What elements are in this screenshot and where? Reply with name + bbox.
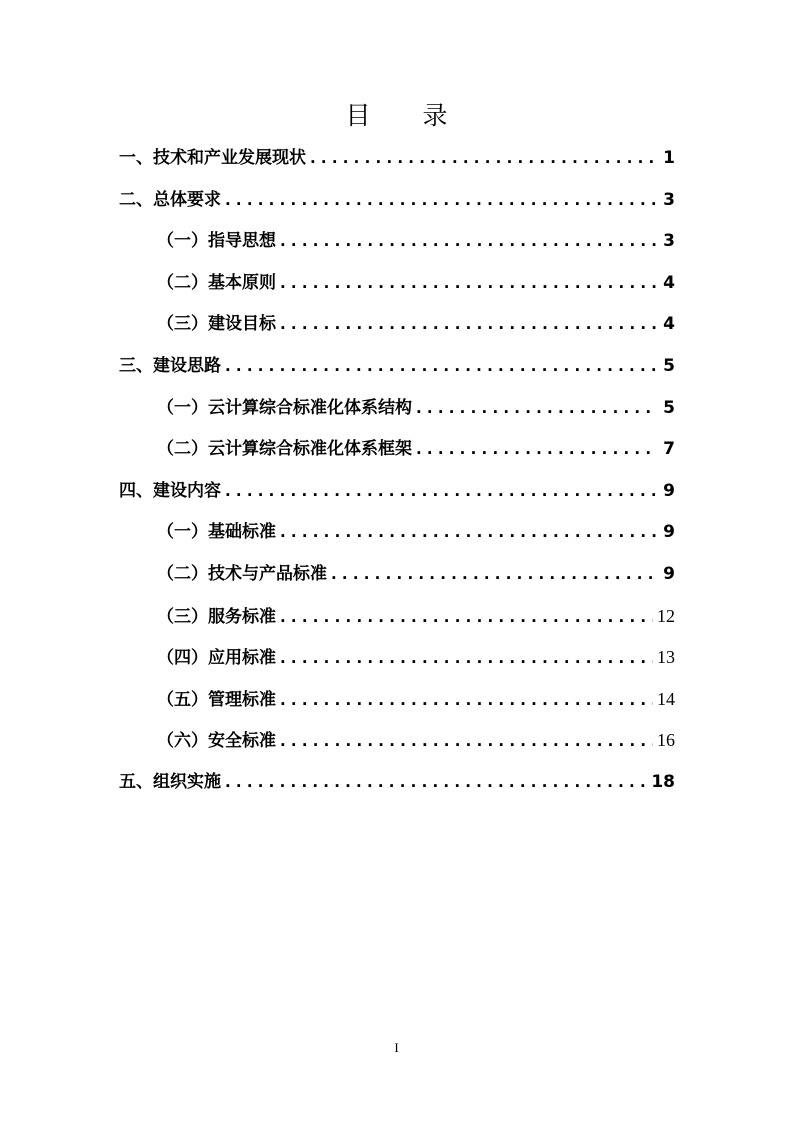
toc-title: 目 录 <box>345 101 470 130</box>
toc-dot-leader <box>280 304 657 346</box>
toc-entry[interactable] <box>119 263 675 305</box>
toc-entry-label: （四）应用标准 <box>157 648 276 669</box>
toc-entry-page-number: 5 <box>663 355 675 376</box>
toc-entry-page-number: 9 <box>663 522 675 543</box>
page-footer-number: I <box>394 1040 399 1055</box>
toc-entry[interactable] <box>119 720 675 762</box>
toc-entry-label: （二）基本原则 <box>157 272 276 293</box>
toc-entry-page-number: 3 <box>663 189 675 210</box>
toc-entry-page-number: 4 <box>663 314 675 335</box>
toc-entry-page-number: 14 <box>657 688 675 709</box>
toc-entry-page-number: 16 <box>657 730 675 751</box>
toc-dot-leader <box>280 597 653 639</box>
toc-entry-label: 一、技术和产业发展现状 <box>119 148 306 168</box>
toc-entry-page-number: 3 <box>663 231 675 252</box>
toc-entry-label: （五）管理标准 <box>157 689 276 710</box>
toc-entry[interactable] <box>119 221 675 263</box>
toc-entry-label: （二）技术与产品标准 <box>157 563 327 584</box>
table-of-contents <box>119 138 675 804</box>
toc-entry[interactable] <box>119 512 675 554</box>
toc-dot-leader <box>225 346 657 388</box>
toc-entry[interactable] <box>119 554 675 596</box>
toc-dot-leader <box>225 762 647 804</box>
toc-dot-leader <box>280 638 653 680</box>
toc-entry-label: （一）云计算综合标准化体系结构 <box>157 397 412 418</box>
toc-dot-leader <box>280 263 657 305</box>
toc-dot-leader <box>280 221 657 263</box>
toc-entry-page-number: 18 <box>651 771 675 792</box>
toc-entry-label: 四、建设内容 <box>119 480 221 501</box>
toc-entry-page-number: 7 <box>663 439 675 460</box>
toc-entry-page-number: 4 <box>663 272 675 293</box>
toc-entry[interactable] <box>119 388 675 430</box>
toc-dot-leader <box>331 554 657 596</box>
toc-entry[interactable] <box>119 429 675 471</box>
toc-entry[interactable] <box>119 637 675 679</box>
toc-entry-label: 二、总体要求 <box>119 189 221 210</box>
toc-entry-label: （一）基础标准 <box>157 522 276 543</box>
toc-entry-label: （一）指导思想 <box>157 231 276 252</box>
toc-entry-page-number: 1 <box>663 148 675 168</box>
toc-entry-label: （六）安全标准 <box>157 731 276 752</box>
toc-entry-page-number: 12 <box>657 605 675 626</box>
toc-dot-leader <box>280 512 657 554</box>
toc-dot-leader <box>225 180 657 222</box>
toc-entry-label: 五、组织实施 <box>119 771 221 792</box>
toc-entry-page-number: 5 <box>663 397 675 418</box>
toc-dot-leader <box>280 721 653 763</box>
toc-dot-leader <box>416 429 657 471</box>
toc-entry[interactable] <box>119 180 675 222</box>
toc-entry-page-number: 13 <box>657 647 675 668</box>
toc-entry-label: 三、建设思路 <box>119 355 221 376</box>
toc-entry[interactable] <box>119 471 675 513</box>
toc-entry[interactable] <box>119 679 675 721</box>
toc-entry[interactable] <box>119 596 675 638</box>
toc-entry-label: （三）建设目标 <box>157 314 276 335</box>
toc-entry-page-number: 9 <box>663 563 675 584</box>
toc-entry-label: （二）云计算综合标准化体系框架 <box>157 439 412 460</box>
toc-dot-leader <box>225 471 657 513</box>
toc-entry-label: （三）服务标准 <box>157 606 276 627</box>
toc-dot-leader <box>310 138 657 180</box>
toc-dot-leader <box>416 388 657 430</box>
toc-entry-page-number: 9 <box>663 480 675 501</box>
toc-entry[interactable] <box>119 304 675 346</box>
toc-entry[interactable] <box>119 346 675 388</box>
toc-entry[interactable] <box>119 762 675 804</box>
toc-entry[interactable] <box>119 138 675 180</box>
toc-dot-leader <box>280 680 653 722</box>
